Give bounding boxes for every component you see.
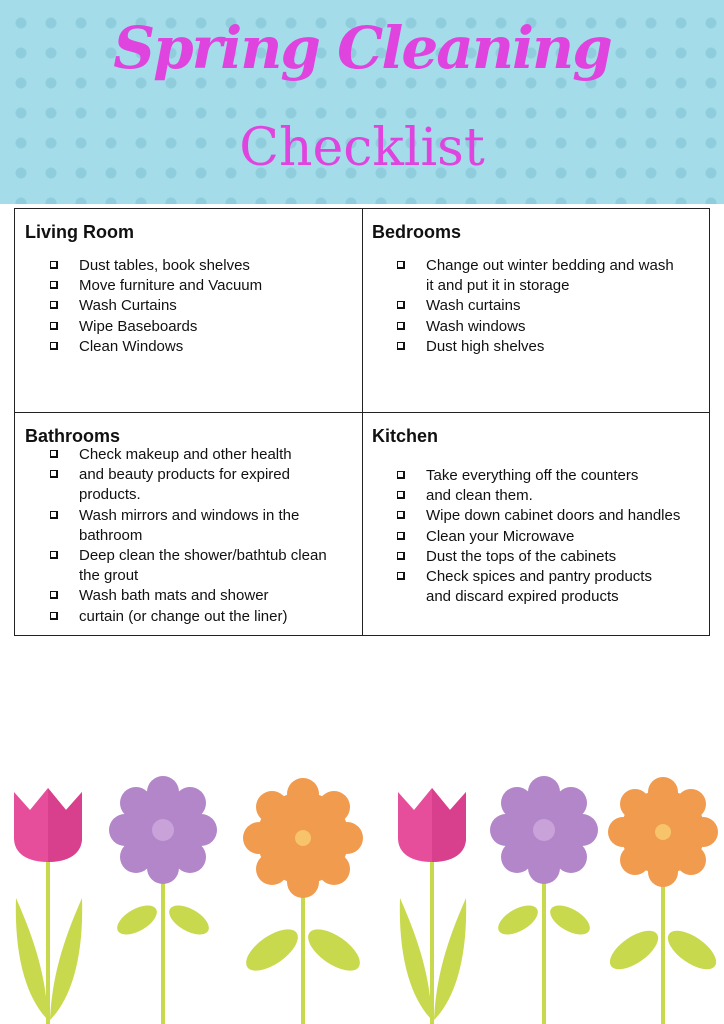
checklist-item: Dust the tops of the cabinets bbox=[396, 547, 709, 567]
checklist bbox=[49, 445, 358, 627]
checklist bbox=[396, 466, 709, 607]
section-bathrooms bbox=[25, 426, 358, 627]
checklist-item: Move furniture and Vacuum bbox=[49, 276, 355, 296]
checklist-item: Wipe down cabinet doors and handles bbox=[396, 506, 709, 526]
checklist-item: Clean your Microwave bbox=[396, 527, 709, 547]
divider bbox=[15, 412, 709, 413]
header-banner bbox=[0, 0, 724, 204]
checklist-item: Wash curtains bbox=[396, 296, 707, 316]
checklist-item: Check spices and pantry products bbox=[396, 567, 709, 587]
section-title: Kitchen bbox=[372, 426, 439, 446]
checklist-item: Wash windows bbox=[396, 317, 707, 337]
checklist bbox=[396, 256, 707, 357]
tulip-icon bbox=[14, 788, 82, 1024]
checklist-item: Dust high shelves bbox=[396, 337, 707, 357]
checklist-item-continuation: the grout bbox=[79, 567, 139, 585]
page-subtitle: Checklist bbox=[239, 118, 485, 178]
checklist-item: curtain (or change out the liner) bbox=[49, 607, 358, 627]
daisy-icon bbox=[109, 776, 217, 1024]
section-title: Bathrooms bbox=[25, 426, 121, 446]
daisy-icon bbox=[239, 778, 366, 1024]
section-living-room bbox=[25, 222, 355, 357]
page-title: Spring Cleaning bbox=[113, 14, 611, 82]
checklist-item: Wipe Baseboards bbox=[49, 317, 355, 337]
daisy-icon bbox=[490, 776, 598, 1024]
checklist-item-continuation: it and put it in storage bbox=[426, 277, 570, 295]
checklist-item: Wash Curtains bbox=[49, 296, 355, 316]
checklist-item-continuation: products. bbox=[79, 486, 141, 504]
checklist-item: Check makeup and other health bbox=[49, 445, 358, 465]
checklist-item: Change out winter bedding and wash bbox=[396, 256, 707, 276]
checklist-item: Wash mirrors and windows in the bbox=[49, 506, 358, 526]
checklist-item: Deep clean the shower/bathtub clean bbox=[49, 546, 358, 566]
checklist-item: and beauty products for expired bbox=[49, 465, 358, 485]
checklist-item: Take everything off the counters bbox=[396, 466, 709, 486]
checklist-item: and clean them. bbox=[396, 486, 709, 506]
daisy-icon bbox=[604, 777, 723, 1024]
section-kitchen bbox=[372, 426, 709, 607]
checklist bbox=[49, 256, 355, 357]
checklist-item-continuation: and discard expired products bbox=[426, 588, 619, 606]
flower-border bbox=[0, 770, 724, 1024]
checklist-item: Clean Windows bbox=[49, 337, 355, 357]
divider bbox=[362, 209, 363, 635]
checklist-item-continuation: bathroom bbox=[79, 526, 143, 544]
tulip-icon bbox=[398, 788, 466, 1024]
section-title: Bedrooms bbox=[372, 222, 462, 242]
section-title: Living Room bbox=[25, 222, 134, 242]
checklist-item: Dust tables, book shelves bbox=[49, 256, 355, 276]
checklist-item: Wash bath mats and shower bbox=[49, 586, 358, 606]
section-bedrooms bbox=[372, 222, 707, 357]
checklist-grid bbox=[14, 208, 710, 636]
